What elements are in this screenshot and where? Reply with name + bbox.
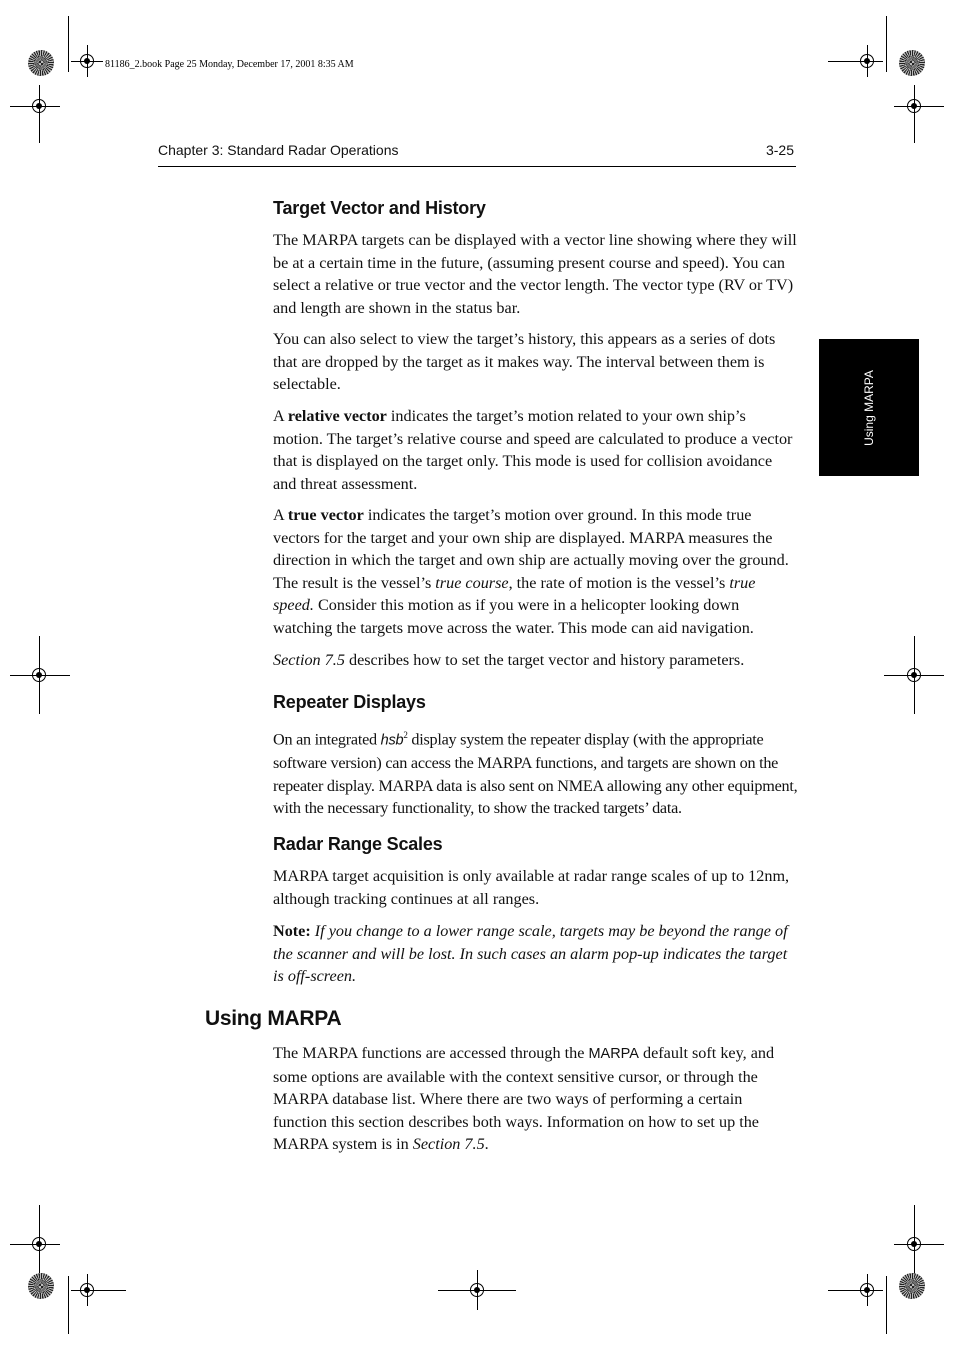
paragraph-repeater xyxy=(273,724,798,820)
brand-superscript: 2 xyxy=(403,730,408,740)
term-relative-vector: relative vector xyxy=(287,407,387,425)
text: A xyxy=(273,506,288,524)
side-tab-label: Using MARPA xyxy=(862,369,876,446)
registration-target-icon xyxy=(860,1283,874,1297)
text: display system the repeater display (with the appropriate software version) can access the MARPA functions, and targets are shown on the repeater display. MARPA data is also sent on NMEA allowing any other equipment, with the necessary functionality, to show the tracked targets’ data. xyxy=(273,730,798,818)
heading-radar-range-scales: Radar Range Scales xyxy=(273,834,443,854)
brand-hsb: hsb xyxy=(380,732,404,749)
heading-target-vector: Target Vector and History xyxy=(273,198,486,218)
registration-star-icon xyxy=(899,1273,925,1299)
paragraph-vector-intro: The MARPA targets can be displayed with a vector line showing where they will be at a certain time in the future, (assuming present course and speed). You can select a relative or true vector and the vector length. The vector type (RV or TV) and length are shown in the status bar. xyxy=(273,231,797,317)
registration-target-icon xyxy=(80,1283,94,1297)
heading-using-marpa: Using MARPA xyxy=(205,1007,342,1030)
text: Consider this motion as if you were in a helicopter looking down watching the targets move across the water. This mode can aid navigation. xyxy=(273,596,754,637)
soft-key-label: MARPA xyxy=(588,1046,639,1062)
text: describes how to set the target vector and history parameters. xyxy=(344,651,745,669)
paragraph-true-vector xyxy=(273,504,798,640)
registration-target-icon xyxy=(860,54,874,68)
registration-target-icon xyxy=(80,54,94,68)
note-text: If you change to a lower range scale, targets may be beyond the range of the scanner and will be lost. In such cases an alarm pop-up indicates the target is off-screen. xyxy=(273,922,788,986)
header-rule xyxy=(158,166,796,167)
section-side-tab xyxy=(819,339,919,476)
cross-reference: Section 7.5 xyxy=(273,651,345,669)
paragraph-history: You can also select to view the target’s history, this appears as a series of dots that are dropped by the target as it makes way. The interval between them is selectable. xyxy=(273,330,776,394)
print-slug: 81186_2.book Page 25 Monday, December 17, 2001 8:35 AM xyxy=(105,59,354,70)
registration-target-icon xyxy=(907,668,921,682)
chapter-title: Chapter 3: Standard Radar Operations xyxy=(158,142,399,158)
text: default soft key, and some options are available with the context sensitive cursor, or through the MARPA database list. Where there are two ways of performing a certain function this section describes both ways. Information on how to set up the MARPA system is in xyxy=(273,1044,775,1154)
paragraph-relative-vector xyxy=(273,405,798,495)
heading-repeater-displays: Repeater Displays xyxy=(273,692,426,712)
registration-star-icon xyxy=(28,50,54,76)
note-paragraph xyxy=(273,920,798,988)
registration-target-icon xyxy=(907,1237,921,1251)
registration-target-icon xyxy=(32,668,46,682)
registration-target-icon xyxy=(470,1283,484,1297)
paragraph-range: MARPA target acquisition is only available at radar range scales of up to 12nm, although tracking continues at all ranges. xyxy=(273,867,790,908)
text: . xyxy=(484,1135,489,1154)
text: , the rate of motion is the vessel’s xyxy=(508,573,730,592)
page-number: 3-25 xyxy=(765,142,794,158)
registration-target-icon xyxy=(32,1237,46,1251)
text: indicates the target’s motion over ground. In this mode true vectors for the target and your own ship are displayed. MARPA measures the direction in which the target and own ship are actually moving over the ground. The result is the vessel’s xyxy=(273,506,789,592)
note-label: Note: xyxy=(273,922,311,940)
paragraph-using-marpa xyxy=(273,1042,798,1156)
text: A xyxy=(273,407,288,425)
term-true-speed: true speed. xyxy=(273,573,756,615)
paragraph-section-ref xyxy=(273,649,798,672)
registration-star-icon xyxy=(28,1273,54,1299)
term-true-vector: true vector xyxy=(287,506,364,524)
text: On an integrated xyxy=(273,730,381,749)
registration-target-icon xyxy=(32,99,46,113)
text: indicates the target’s motion related to your own ship’s motion. The target’s relative course and speed are calculated to produce a vector that is displayed on the target only. This mode is used for collision avoidance and threat assessment. xyxy=(273,407,793,493)
registration-target-icon xyxy=(907,99,921,113)
registration-star-icon xyxy=(899,50,925,76)
text: The MARPA functions are accessed through the xyxy=(273,1044,589,1062)
cross-reference: Section 7.5 xyxy=(412,1135,485,1154)
term-true-course: true course xyxy=(435,573,509,592)
